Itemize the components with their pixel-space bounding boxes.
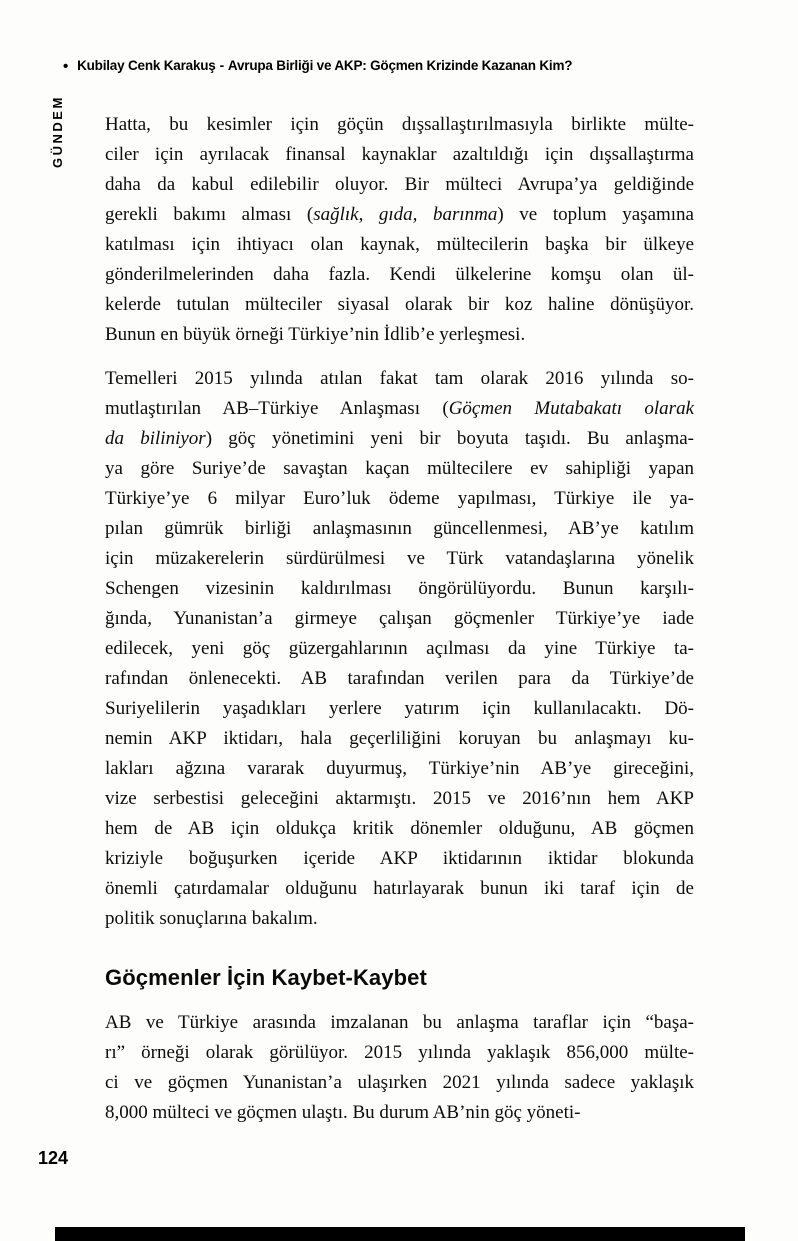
text-line: kelerde tutulan mülteciler siyasal olarak bir koz haline dönüşüyor. (105, 294, 694, 315)
bottom-bar (55, 1227, 745, 1241)
text-line: ya göre Suriye’de savaştan kaçan mültecilere ev sahipliği yapan (105, 458, 694, 479)
text-line: katılması için ihtiyacı olan kaynak, mültecilerin başka bir ülkeye (105, 234, 694, 255)
header-author: Kubilay Cenk Karakuş (77, 58, 216, 73)
text-line: lakları ağzına vararak duyurmuş, Türkiye’nin AB’ye gireceğini, (105, 758, 694, 779)
text-line: pılan gümrük birliği anlaşmasının güncellenmesi, AB’ye katılım (105, 518, 694, 539)
text-line: için müzakerelerin sürdürülmesi ve Türk vatandaşlarına yönelik (105, 548, 694, 569)
text-line: ciler için ayrılacak finansal kaynaklar azaltıldığı için dışsallaştırma (105, 144, 694, 165)
body-content (105, 110, 694, 1142)
text-line: Schengen vizesinin kaldırılması öngörülüyordu. Bunun karşılı- (105, 578, 694, 599)
text-line: daha da kabul edilebilir oluyor. Bir mülteci Avrupa’ya geldiğinde (105, 174, 694, 195)
header-book-title: Avrupa Birliği ve AKP: Göçmen Krizinde Kazanan Kim? (227, 58, 573, 73)
text-line: Suriyelilerin yaşadıkları yerlere yatırım için kullanılacaktı. Dö- (105, 698, 694, 719)
section-heading: Göçmenler İçin Kaybet-Kaybet (105, 965, 427, 990)
text-line: rafından önlenecekti. AB tarafından verilen para da Türkiye’de (105, 668, 694, 689)
text-line: önemli çatırdamalar olduğunu hatırlayarak bunun iki taraf için de (105, 878, 694, 899)
text-line: 8,000 mülteci ve göçmen ulaştı. Bu durum AB’nin göç yöneti- (105, 1102, 581, 1123)
text-line: gerekli bakımı alması (sağlık, gıda, barınma) ve toplum yaşamına (105, 204, 694, 225)
text-line: Hatta, bu kesimler için göçün dışsallaştırılmasıyla birlikte mülte- (105, 114, 694, 135)
text-line: edilecek, yeni göç güzergahlarının açılması da yine Türkiye ta- (105, 638, 694, 659)
text-line: mutlaştırılan AB–Türkiye Anlaşması (Göçmen Mutabakatı olarak (105, 398, 694, 419)
text-line: politik sonuçlarına bakalım. (105, 908, 318, 929)
text-line: Bunun en büyük örneği Türkiye’nin İdlib’e yerleşmesi. (105, 324, 526, 345)
text-line: ci ve göçmen Yunanistan’a ulaşırken 2021 yılında sadece yaklaşık (105, 1072, 694, 1093)
paragraph (105, 110, 694, 350)
text-line: rı” örneği olarak görülüyor. 2015 yılında yaklaşık 856,000 mülte- (105, 1042, 694, 1063)
text-line: ğında, Yunanistan’a girmeye çalışan göçmenler Türkiye’ye iade (105, 608, 694, 629)
text-line: nemin AKP iktidarı, hala geçerliliğini koruyan bu anlaşmayı ku- (105, 728, 694, 749)
paragraph (105, 364, 694, 934)
text-line: AB ve Türkiye arasında imzalanan bu anlaşma taraflar için “başa- (105, 1012, 694, 1033)
bullet-icon: • (63, 58, 69, 75)
text-line: gönderilmelerinden daha fazla. Kendi ülkelerine komşu olan ül- (105, 264, 694, 285)
text-line: kriziyle boğuşurken içeride AKP iktidarının iktidar blokunda (105, 848, 694, 869)
paragraph (105, 1008, 694, 1128)
text-line: Türkiye’ye 6 milyar Euro’luk ödeme yapılması, Türkiye ile ya- (105, 488, 694, 509)
header-separator: - (219, 58, 224, 73)
text-line: vize serbestisi geleceğini aktarmıştı. 2015 ve 2016’nın hem AKP (105, 788, 694, 809)
text-line: hem de AB için oldukça kritik dönemler olduğunu, AB göçmen (105, 818, 694, 839)
running-header (63, 58, 763, 75)
text-line: Temelleri 2015 yılında atılan fakat tam olarak 2016 yılında so- (105, 368, 694, 389)
page-number: 124 (38, 1148, 69, 1168)
text-line: da biliniyor) göç yönetimini yeni bir boyuta taşıdı. Bu anlaşma- (105, 428, 694, 449)
section-label-vertical: GÜNDEM (50, 95, 65, 168)
